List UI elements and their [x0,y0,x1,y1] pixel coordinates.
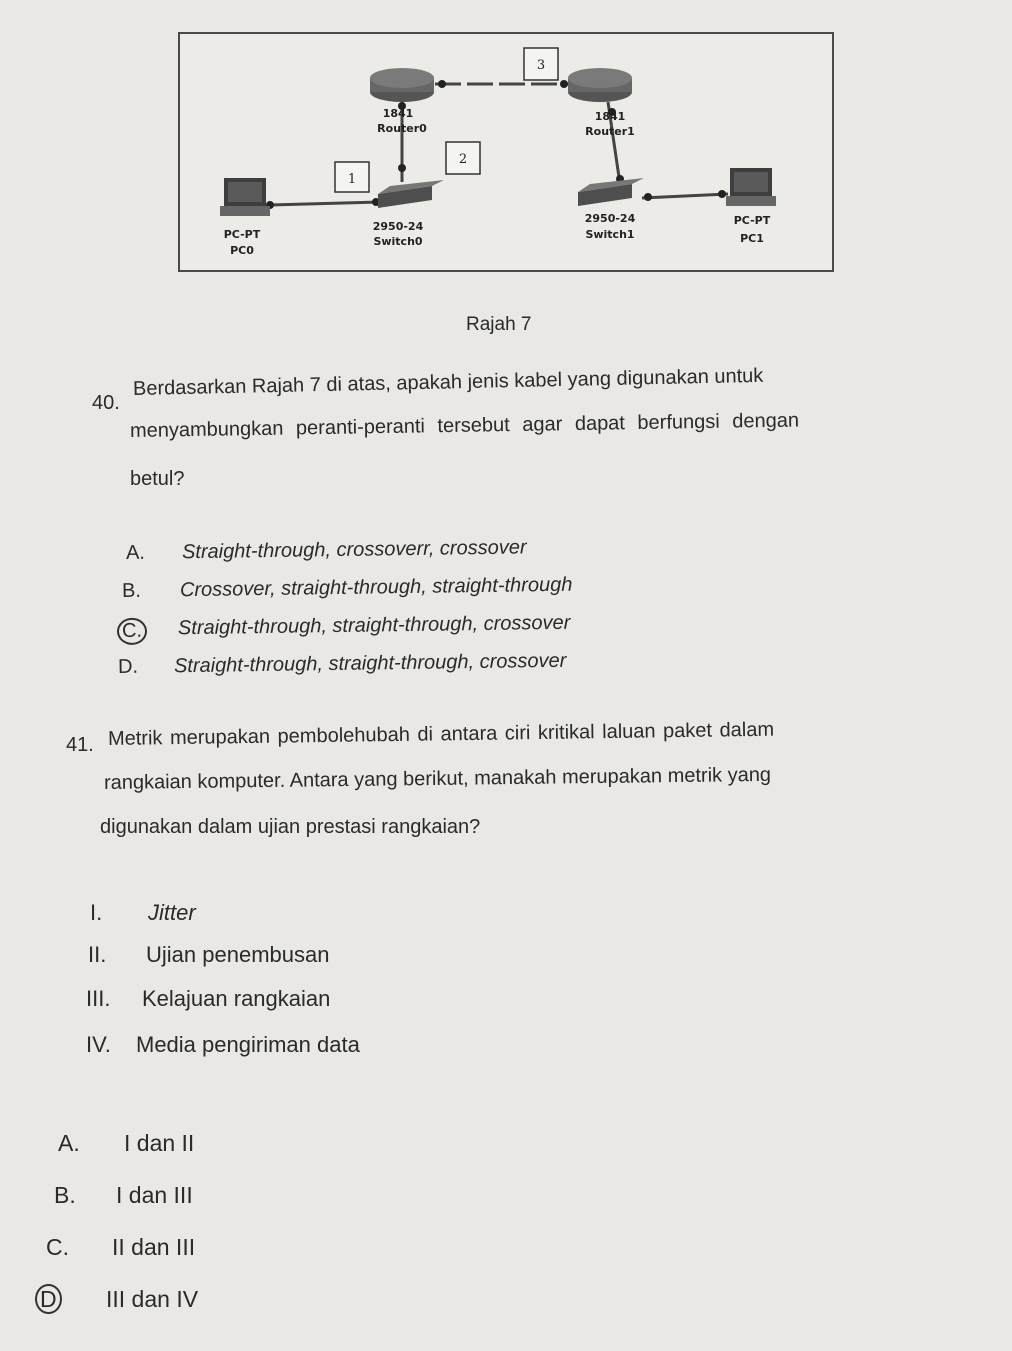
router0-name-label: Router0 [377,122,427,135]
q41-item-4-text: Media pengiriman data [136,1032,360,1057]
q41-item-4 [86,1032,360,1058]
q41-option-c-letter: C. [46,1234,69,1260]
switch0-model-label: 2950-24 [372,220,424,233]
q41-line-2: rangkaian komputer. Antara yang berikut, manakah merupakan metrik yang [103,763,772,794]
switch0-icon [378,180,444,208]
q41-option-a-letter: A. [58,1130,80,1156]
pc1-icon [726,168,776,206]
q41-option-a[interactable] [58,1130,195,1157]
pc0-icon [220,178,270,216]
q41-item-1-numeral: I. [90,900,103,925]
q41-option-b-text: I dan III [116,1182,193,1208]
q41-item-2-numeral: II. [88,942,107,967]
q41-item-2 [88,942,330,968]
router0-icon [370,68,434,102]
q40-option-c-letter: C. [117,618,147,645]
q41-line-3: digunakan dalam ujian prestasi rangkaian? [100,816,481,838]
q41-option-d[interactable] [40,1286,199,1313]
pc0-type-label: PC-PT [223,228,261,241]
q41-item-1-text: Jitter [148,900,196,925]
q40-line-2: menyambungkan peranti-peranti tersebut agar dapat berfungsi dengan [129,409,800,442]
q40-option-b[interactable] [121,573,573,603]
q40-line-3: betul? [130,468,185,490]
q41-option-c[interactable] [46,1234,196,1261]
q41-item-4-numeral: IV. [86,1032,111,1057]
switch1-icon [578,178,644,206]
router1-name-label: Router1 [585,125,635,138]
router1-icon [568,68,632,102]
switch0-name-label: Switch0 [373,235,423,248]
q41-option-b-letter: B. [54,1182,76,1208]
q41-item-3 [86,986,331,1012]
q40-option-b-letter: B. [121,579,142,602]
q41-item-3-numeral: III. [86,986,111,1011]
q40-option-d-letter: D. [117,655,139,678]
network-diagram [178,32,834,272]
q41-number: 41. [66,734,94,756]
link-label-3: 3 [536,58,546,73]
q40-option-a[interactable] [125,536,527,565]
pc0-name-label: PC0 [230,244,254,257]
cable-switch1-pc1 [642,194,728,198]
switch1-name-label: Switch1 [585,228,635,241]
q41-option-a-text: I dan II [124,1130,195,1156]
q40-option-c-text: Straight-through, straight-through, crossover [177,611,571,640]
router0-model-label: 1841 [382,107,414,120]
figure-caption: Rajah 7 [466,314,532,335]
q41-option-b[interactable] [54,1182,193,1209]
q40-option-a-text: Straight-through, crossoverr, crossover [181,536,527,564]
link-label-2: 2 [458,152,468,167]
link-label-1: 1 [347,172,357,187]
q41-item-1 [90,900,196,926]
q40-option-d[interactable] [117,649,567,679]
pc1-name-label: PC1 [740,232,764,245]
q41-option-c-text: II dan III [112,1234,196,1260]
q41-line-1: Metrik merupakan pembolehubah di antara ciri kritikal laluan paket dalam [107,718,775,750]
q41-option-d-letter: D [35,1284,62,1314]
q40-number: 40. [92,392,120,414]
q41-option-d-text: III dan IV [106,1286,199,1312]
router1-model-label: 1841 [594,110,626,123]
q40-option-c[interactable] [121,611,571,645]
q40-line-1: Berdasarkan Rajah 7 di atas, apakah jenis kabel yang digunakan untuk [132,364,764,400]
cable-pc0-switch0 [270,202,380,205]
q40-option-d-text: Straight-through, straight-through, crossover [173,649,567,678]
pc1-type-label: PC-PT [733,214,771,227]
network-diagram-svg [180,34,832,270]
q41-item-3-text: Kelajuan rangkaian [142,986,331,1011]
q40-option-b-text: Crossover, straight-through, straight-through [179,573,573,602]
switch1-model-label: 2950-24 [584,212,636,225]
q40-option-a-letter: A. [125,541,146,564]
q41-item-2-text: Ujian penembusan [146,942,330,967]
